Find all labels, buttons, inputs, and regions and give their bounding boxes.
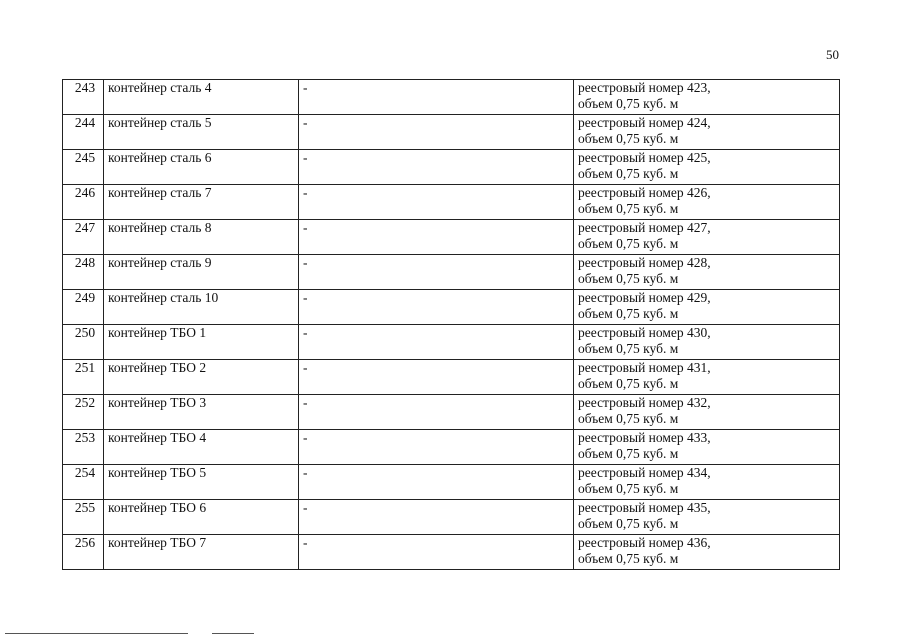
volume-text: объем 0,75 куб. м (578, 375, 679, 391)
item-name-cell: контейнер сталь 5 (104, 115, 299, 150)
row-number-cell: 251 (63, 360, 104, 395)
table-row (63, 255, 840, 290)
dash-cell: - (299, 535, 574, 570)
registry-number-text: реестровый номер 428, (578, 255, 711, 270)
registry-note-cell (574, 150, 840, 185)
dash-cell: - (299, 395, 574, 430)
registry-note-cell (574, 535, 840, 570)
footer-rule-left (5, 633, 188, 634)
item-name-cell: контейнер сталь 4 (104, 80, 299, 115)
volume-text: объем 0,75 куб. м (578, 95, 679, 111)
table-row (63, 115, 840, 150)
registry-number-text: реестровый номер 436, (578, 535, 711, 550)
table-row (63, 185, 840, 220)
dash-cell: - (299, 220, 574, 255)
dash-cell: - (299, 430, 574, 465)
registry-note-cell (574, 430, 840, 465)
registry-number-text: реестровый номер 434, (578, 465, 711, 480)
registry-note-cell (574, 500, 840, 535)
item-name-cell: контейнер сталь 9 (104, 255, 299, 290)
row-number-cell: 244 (63, 115, 104, 150)
registry-note-cell (574, 395, 840, 430)
table-row (63, 290, 840, 325)
item-name-cell: контейнер ТБО 4 (104, 430, 299, 465)
volume-text: объем 0,75 куб. м (578, 235, 679, 251)
footer-rule-right (212, 633, 254, 634)
item-name-cell: контейнер ТБО 6 (104, 500, 299, 535)
item-name-cell: контейнер сталь 8 (104, 220, 299, 255)
item-name-cell: контейнер сталь 6 (104, 150, 299, 185)
registry-number-text: реестровый номер 435, (578, 500, 711, 515)
registry-table-body (63, 80, 840, 570)
item-name-cell: контейнер сталь 7 (104, 185, 299, 220)
item-name-cell: контейнер ТБО 1 (104, 325, 299, 360)
table-row (63, 325, 840, 360)
registry-note-cell (574, 80, 840, 115)
row-number-cell: 246 (63, 185, 104, 220)
item-name-cell: контейнер ТБО 2 (104, 360, 299, 395)
volume-text: объем 0,75 куб. м (578, 340, 679, 356)
dash-cell: - (299, 465, 574, 500)
registry-note-cell (574, 255, 840, 290)
dash-cell: - (299, 255, 574, 290)
registry-number-text: реестровый номер 425, (578, 150, 711, 165)
row-number-cell: 252 (63, 395, 104, 430)
row-number-cell: 256 (63, 535, 104, 570)
registry-number-text: реестровый номер 432, (578, 395, 711, 410)
volume-text: объем 0,75 куб. м (578, 270, 679, 286)
dash-cell: - (299, 290, 574, 325)
registry-note-cell (574, 360, 840, 395)
table-row (63, 395, 840, 430)
dash-cell: - (299, 325, 574, 360)
table-row (63, 360, 840, 395)
volume-text: объем 0,75 куб. м (578, 550, 679, 566)
volume-text: объем 0,75 куб. м (578, 165, 679, 181)
table-row (63, 465, 840, 500)
dash-cell: - (299, 360, 574, 395)
registry-number-text: реестровый номер 424, (578, 115, 711, 130)
item-name-cell: контейнер ТБО 5 (104, 465, 299, 500)
registry-number-text: реестровый номер 426, (578, 185, 711, 200)
row-number-cell: 245 (63, 150, 104, 185)
row-number-cell: 254 (63, 465, 104, 500)
row-number-cell: 249 (63, 290, 104, 325)
registry-table (62, 79, 840, 570)
item-name-cell: контейнер ТБО 3 (104, 395, 299, 430)
registry-number-text: реестровый номер 423, (578, 80, 711, 95)
item-name-cell: контейнер ТБО 7 (104, 535, 299, 570)
registry-note-cell (574, 115, 840, 150)
table-row (63, 535, 840, 570)
volume-text: объем 0,75 куб. м (578, 130, 679, 146)
volume-text: объем 0,75 куб. м (578, 305, 679, 321)
row-number-cell: 247 (63, 220, 104, 255)
dash-cell: - (299, 115, 574, 150)
volume-text: объем 0,75 куб. м (578, 410, 679, 426)
dash-cell: - (299, 500, 574, 535)
dash-cell: - (299, 80, 574, 115)
table-row (63, 150, 840, 185)
registry-note-cell (574, 290, 840, 325)
row-number-cell: 248 (63, 255, 104, 290)
registry-note-cell (574, 465, 840, 500)
row-number-cell: 253 (63, 430, 104, 465)
row-number-cell: 243 (63, 80, 104, 115)
row-number-cell: 250 (63, 325, 104, 360)
registry-note-cell (574, 220, 840, 255)
volume-text: объем 0,75 куб. м (578, 515, 679, 531)
registry-number-text: реестровый номер 429, (578, 290, 711, 305)
registry-number-text: реестровый номер 431, (578, 360, 711, 375)
table-row (63, 80, 840, 115)
table-row (63, 500, 840, 535)
registry-note-cell (574, 325, 840, 360)
registry-number-text: реестровый номер 433, (578, 430, 711, 445)
registry-note-cell (574, 185, 840, 220)
dash-cell: - (299, 150, 574, 185)
registry-number-text: реестровый номер 430, (578, 325, 711, 340)
page-number: 50 (826, 47, 839, 62)
dash-cell: - (299, 185, 574, 220)
registry-number-text: реестровый номер 427, (578, 220, 711, 235)
volume-text: объем 0,75 куб. м (578, 200, 679, 216)
table-row (63, 430, 840, 465)
volume-text: объем 0,75 куб. м (578, 445, 679, 461)
volume-text: объем 0,75 куб. м (578, 480, 679, 496)
item-name-cell: контейнер сталь 10 (104, 290, 299, 325)
table-row (63, 220, 840, 255)
row-number-cell: 255 (63, 500, 104, 535)
